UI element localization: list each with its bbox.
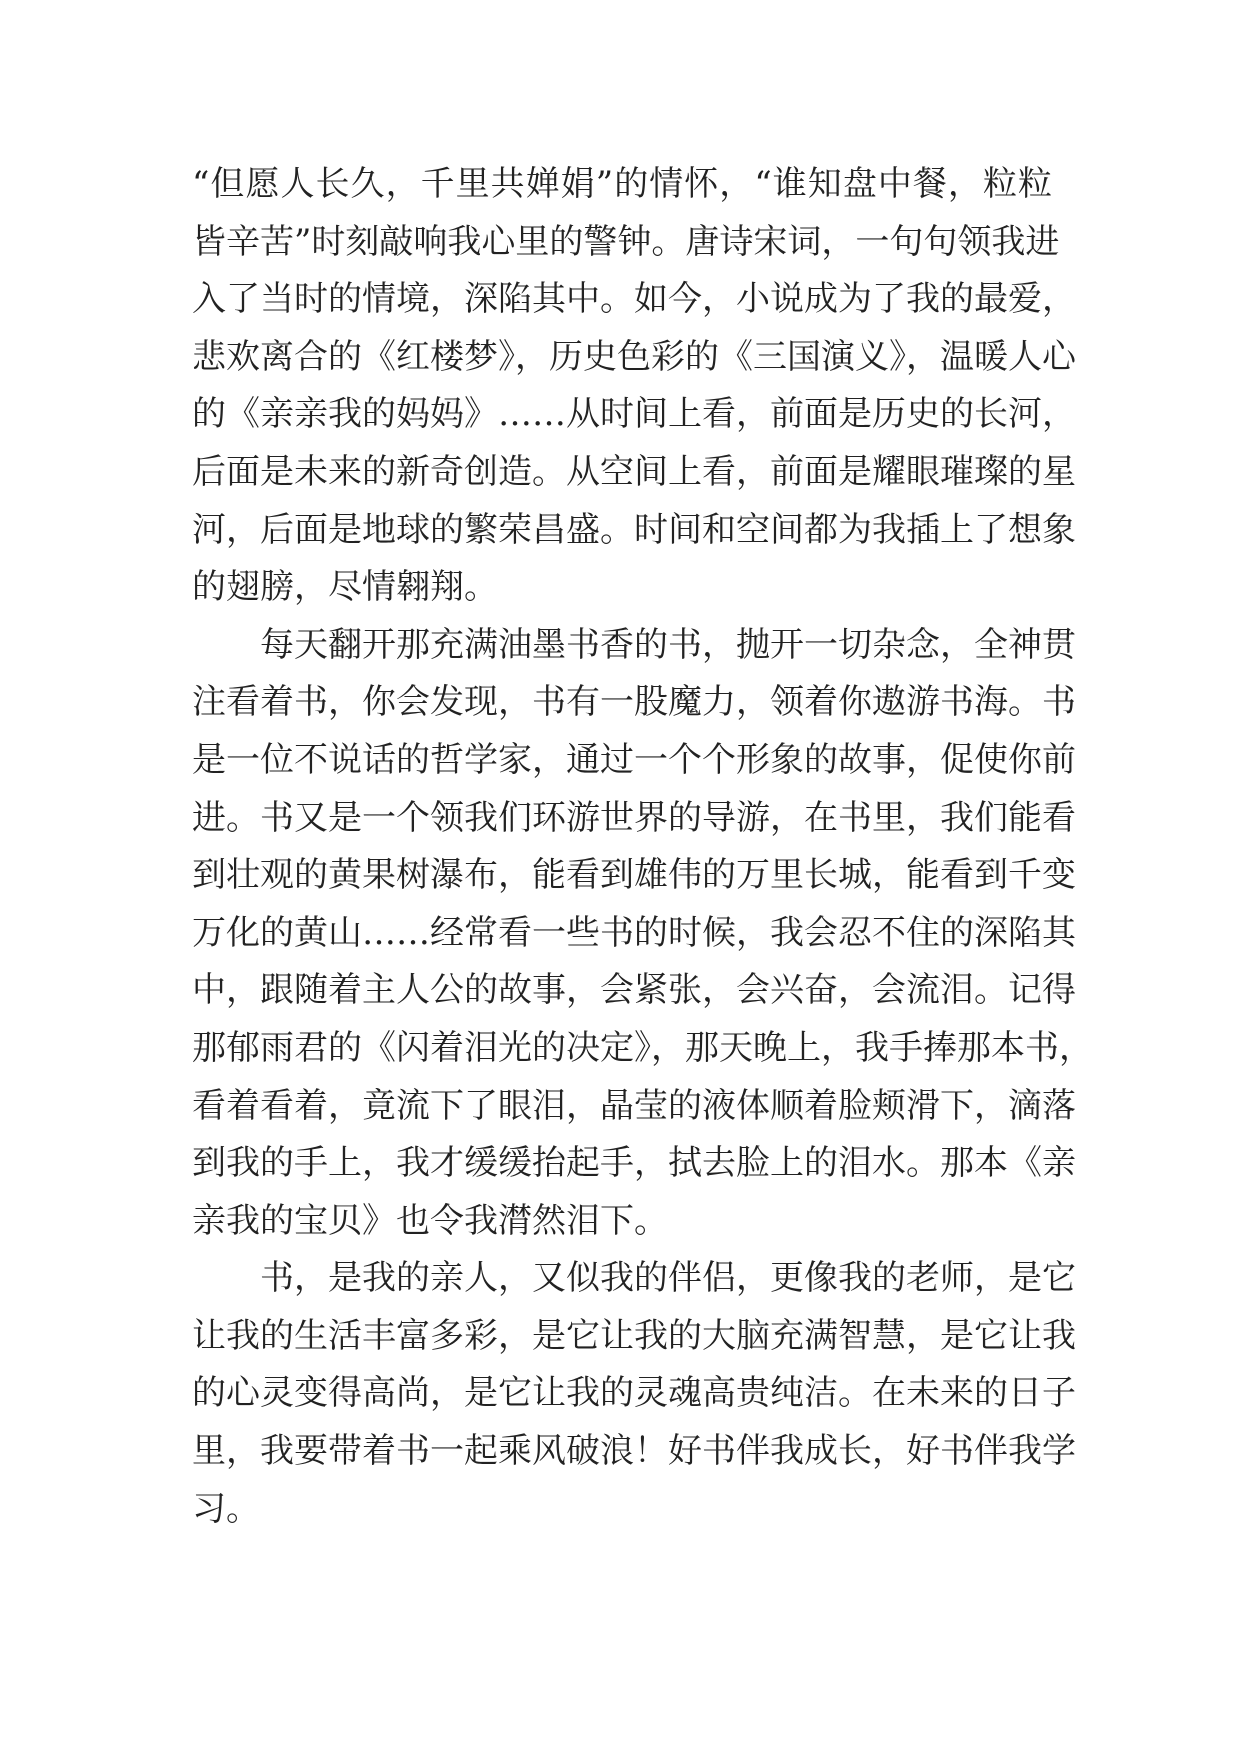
text-line: 悲欢离合的《红楼梦》，历史色彩的《三国演义》，温暖人心 xyxy=(192,336,1076,377)
text-line: 里，我要带着书一起乘风破浪！好书伴我成长，好书伴我学 xyxy=(192,1431,1076,1472)
text-line: 每天翻开那充满油墨书香的书，抛开一切杂念，全神贯 xyxy=(260,624,1076,665)
text-line: “但愿人长久，千里共婵娟”的情怀，“谁知盘中餐，粒粒 xyxy=(192,164,1052,204)
text-line: 皆辛苦”时刻敲响我心里的警钟。唐诗宋词，一句句领我进 xyxy=(192,221,1060,262)
text-line: 中，跟随着主人公的故事，会紧张，会兴奋，会流泪。记得 xyxy=(192,970,1076,1011)
text-line: 习。 xyxy=(192,1488,260,1529)
text-line: 到我的手上，我才缓缓抬起手，拭去脸上的泪水。那本《亲 xyxy=(192,1143,1076,1184)
text-line: 到壮观的黄果树瀑布，能看到雄伟的万里长城，能看到千变 xyxy=(192,855,1076,896)
text-line: 入了当时的情境，深陷其中。如今，小说成为了我的最爱， xyxy=(192,279,1076,320)
document-body xyxy=(192,156,1093,1538)
text-line: 进。书又是一个领我们环游世界的导游，在书里，我们能看 xyxy=(192,797,1076,838)
text-line: 书，是我的亲人，又似我的伴侣，更像我的老师，是它 xyxy=(260,1258,1076,1299)
paragraph xyxy=(192,1250,1076,1538)
text-line: 是一位不说话的哲学家，通过一个个形象的故事，促使你前 xyxy=(192,739,1076,780)
text-line: 万化的黄山……经常看一些书的时候，我会忍不住的深陷其 xyxy=(192,912,1076,953)
text-line: 的翅膀，尽情翱翔。 xyxy=(192,567,498,608)
text-line: 的《亲亲我的妈妈》……从时间上看，前面是历史的长河， xyxy=(192,394,1076,435)
text-line: 亲我的宝贝》也令我潸然泪下。 xyxy=(192,1200,668,1241)
paragraph xyxy=(192,617,1093,1251)
text-line: 河，后面是地球的繁荣昌盛。时间和空间都为我插上了想象 xyxy=(192,509,1076,550)
text-line: 看着看着，竟流下了眼泪，晶莹的液体顺着脸颊滑下，滴落 xyxy=(192,1085,1076,1126)
text-line: 那郁雨君的《闪着泪光的决定》，那天晚上，我手捧那本书， xyxy=(192,1027,1093,1068)
text-line: 注看着书，你会发现，书有一股魔力，领着你遨游书海。书 xyxy=(192,682,1076,723)
text-line: 后面是未来的新奇创造。从空间上看，前面是耀眼璀璨的星 xyxy=(192,451,1076,492)
paragraph xyxy=(192,156,1076,617)
text-line: 让我的生活丰富多彩，是它让我的大脑充满智慧，是它让我 xyxy=(192,1315,1076,1356)
text-line: 的心灵变得高尚，是它让我的灵魂高贵纯洁。在未来的日子 xyxy=(192,1373,1076,1414)
